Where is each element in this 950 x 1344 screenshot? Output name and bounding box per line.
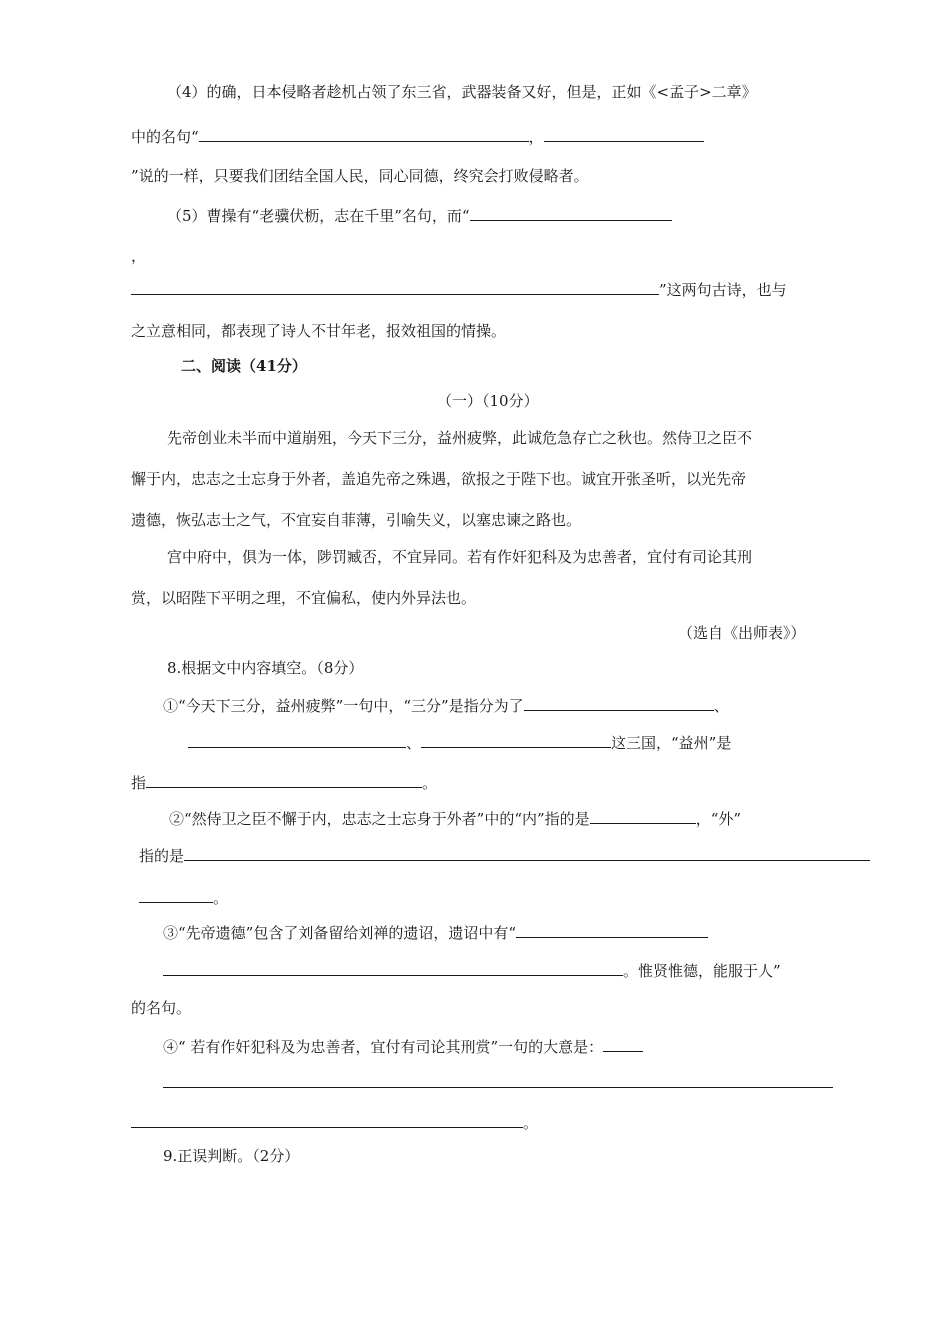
q8-s2-blank-3[interactable] — [139, 887, 213, 903]
q8-s2-line3-end: 。 — [213, 889, 229, 907]
q8-s2-text: ②“然侍卫之臣不懈于内，忠志之士忘身于外者”中的“内”指的是 — [169, 810, 590, 828]
q8-s4-line2 — [163, 1072, 833, 1093]
q8-s2-line1-end: ，“外” — [695, 810, 742, 828]
q8-s3-line2 — [163, 960, 781, 981]
q5-blank-2[interactable] — [131, 279, 659, 295]
q4-line2-mid: ， — [528, 128, 544, 146]
q8-s4-text: ④“ 若有作奸犯科及为忠善者，宜付有司论其刑赏”一句的大意是： — [163, 1038, 604, 1056]
q5-line1 — [167, 205, 672, 226]
q8-s1-line2-end: 这三国，“益州”是 — [611, 734, 732, 752]
q5-line4: 之立意相同，都表现了诗人不甘年老，报效祖国的情操。 — [131, 322, 507, 340]
q8-s2-blank-2[interactable] — [184, 845, 870, 861]
q8-s1-blank-3[interactable] — [421, 732, 611, 748]
q8-s3-blank-1[interactable] — [516, 922, 708, 938]
passage-p1-line2: 懈于内，忠志之士忘身于外者，盖追先帝之殊遇，欲报之于陛下也。诚宜开张圣听，以光先帝 — [131, 470, 747, 488]
q8-s1-sep: 、 — [713, 697, 729, 715]
q4-line3: ”说的一样，只要我们团结全国人民，同心同德，终究会打败侵略者。 — [131, 167, 589, 185]
q8-s4-blank-3[interactable] — [131, 1112, 523, 1128]
q5-blank-1[interactable] — [470, 205, 672, 221]
q8-s4-blank-1[interactable] — [603, 1036, 643, 1052]
q8-s4-blank-2[interactable] — [163, 1072, 833, 1088]
q8-s2-line2-prefix: 指的是 — [139, 847, 185, 865]
q8-s4-line1 — [163, 1036, 643, 1057]
q8-s1-sep2: 、 — [406, 734, 422, 752]
q8-s1-blank-2[interactable] — [188, 732, 406, 748]
q8-s2-line2 — [139, 845, 870, 866]
passage-p2-line1: 宫中府中，俱为一体，陟罚臧否，不宜异同。若有作奸犯科及为忠善者，宜付有司论其刑 — [167, 548, 753, 566]
q8-title: 8.根据文中内容填空。（8分） — [167, 659, 364, 677]
q8-s2-blank-1[interactable] — [590, 808, 696, 824]
q4-line2 — [131, 126, 704, 147]
q8-s2-line3 — [139, 887, 228, 908]
q8-s4-line3-end: 。 — [523, 1114, 539, 1132]
q5-line3-suffix: ”这两句古诗，也与 — [659, 281, 787, 299]
q8-s3-line2-end: 。惟贤惟德，能服于人” — [623, 962, 781, 980]
passage-source: （选自《出师表》） — [678, 624, 806, 642]
passage-p1-line1: 先帝创业未半而中道崩殂，今天下三分，益州疲弊，此诚危急存亡之秋也。然侍卫之臣不 — [167, 429, 753, 447]
q8-s1-line1 — [163, 695, 729, 716]
q9-title: 9.正误判断。（2分） — [163, 1147, 300, 1165]
q4-line2-prefix: 中的名句“ — [131, 128, 199, 146]
section-heading: 二、阅读（41分） — [181, 357, 307, 375]
q8-s1-line3-prefix: 指 — [131, 774, 147, 792]
q4-line1: （4）的确，日本侵略者趁机占领了东三省，武器装备又好，但是，正如《<孟子>二章》 — [167, 83, 757, 101]
q5-line2: ， — [131, 247, 147, 265]
q8-s3-blank-2[interactable] — [163, 960, 623, 976]
q8-s2-line1 — [169, 808, 741, 829]
q8-s1-blank-1[interactable] — [524, 695, 714, 711]
q8-s1-text: ①“今天下三分，益州疲弊”一句中，“三分”是指分为了 — [163, 697, 524, 715]
q8-s3-line3: 的名句。 — [131, 999, 192, 1017]
q4-blank-1[interactable] — [199, 126, 529, 142]
q4-blank-2[interactable] — [544, 126, 704, 142]
q5-line1-text: （5）曹操有“老骥伏枥，志在千里”名句，而“ — [167, 207, 470, 225]
q8-s3-text: ③“先帝遗德”包含了刘备留给刘禅的遗诏，遗诏中有“ — [163, 924, 517, 942]
q5-line3 — [131, 279, 787, 300]
q8-s1-line2 — [188, 732, 731, 753]
q8-s3-line1 — [163, 922, 708, 943]
q8-s1-line3-end: 。 — [422, 774, 438, 792]
q8-s1-line3 — [131, 772, 437, 793]
passage-p1-line3: 遗德，恢弘志士之气，不宜妄自菲薄，引喻失义，以塞忠谏之路也。 — [131, 511, 582, 529]
q8-s4-line3 — [131, 1112, 538, 1133]
q8-s1-blank-4[interactable] — [146, 772, 422, 788]
passage-p2-line2: 赏，以昭陛下平明之理，不宜偏私，使内外异法也。 — [131, 589, 477, 607]
part-heading: （一）（10分） — [437, 392, 539, 410]
